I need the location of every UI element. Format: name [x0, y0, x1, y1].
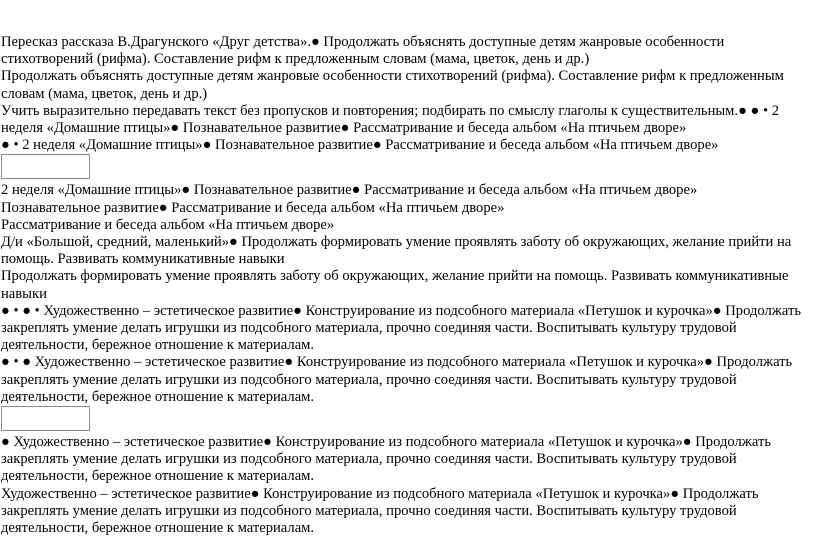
- paragraph: Д/и «Большой, средний, маленький»● Продолжать формировать умение проявлять заботу об окружающих, желание прийти на помощь. Развивать коммуникативные навыки: [1, 234, 792, 268]
- paragraph: ● • ● Художественно – эстетическое развитие● Конструирование из подсобного материала «Петушок и курочка»● Продолжать закреплять умение делать игрушки из подсобного материала, прочно соединяя части. Воспитывать культуру трудовой деятельности, бережное отношение к материалам.: [1, 354, 793, 405]
- paragraph: Учить выразительно передавать текст без пропусков и повторения; подбирать по смыслу глаголы к существительным.● ● • 2 неделя «Домашние птицы»● Познавательное развитие● Рассматривание и беседа альбом «На птичьем дворе»: [1, 102, 780, 137]
- paragraph: Продолжать формировать умение проявлять заботу об окружающих, желание прийти на помощь. Развивать коммуникативные навыки: [1, 268, 789, 302]
- paragraph: Художественно – эстетическое развитие● Конструирование из подсобного материала «Петушок и курочка»● Продолжать закреплять умение делать игрушки из подсобного материала, прочно соединяя части. Воспитывать культуру трудовой деятельности, бережное отношение к материалам.: [1, 485, 759, 537]
- document-body: [0, 34, 814, 537]
- paragraph: Пересказ рассказа В.Драгунского «Друг детства».● Продолжать объяснять доступные детям жанровые особенности стихотворений (рифма). Составление рифм к предложенным словам (мама, цветок, день и др.): [1, 34, 725, 68]
- paragraph: ● • ● • Художественно – эстетическое развитие● Конструирование из подсобного материала «Петушок и курочка»● Продолжать закреплять умение делать игрушки из подсобного материала, прочно соединяя части. Воспитывать культуру трудовой деятельности, бережное отношение к материалам.: [1, 302, 801, 354]
- empty-frame: [1, 154, 90, 179]
- paragraph: 2 неделя «Домашние птицы»● Познавательное развитие● Рассматривание и беседа альбом «На птичьем дворе»: [1, 182, 698, 199]
- paragraph: ● Художественно – эстетическое развитие● Конструирование из подсобного материала «Петушок и курочка»● Продолжать закреплять умение делать игрушки из подсобного материала, прочно соединяя части. Воспитывать культуру трудовой деятельности, бережное отношение к материалам.: [1, 434, 771, 485]
- paragraph: Рассматривание и беседа альбом «На птичьем дворе»: [1, 216, 335, 233]
- empty-frame: [1, 406, 90, 431]
- paragraph: Продолжать объяснять доступные детям жанровые особенности стихотворений (рифма). Составление рифм к предложенным словам (мама, цветок, день и др.): [1, 68, 784, 102]
- paragraph: Познавательное развитие● Рассматривание и беседа альбом «На птичьем дворе»: [1, 199, 505, 216]
- paragraph: ● • 2 неделя «Домашние птицы»● Познавательное развитие● Рассматривание и беседа альбом «На птичьем дворе»: [1, 137, 719, 154]
